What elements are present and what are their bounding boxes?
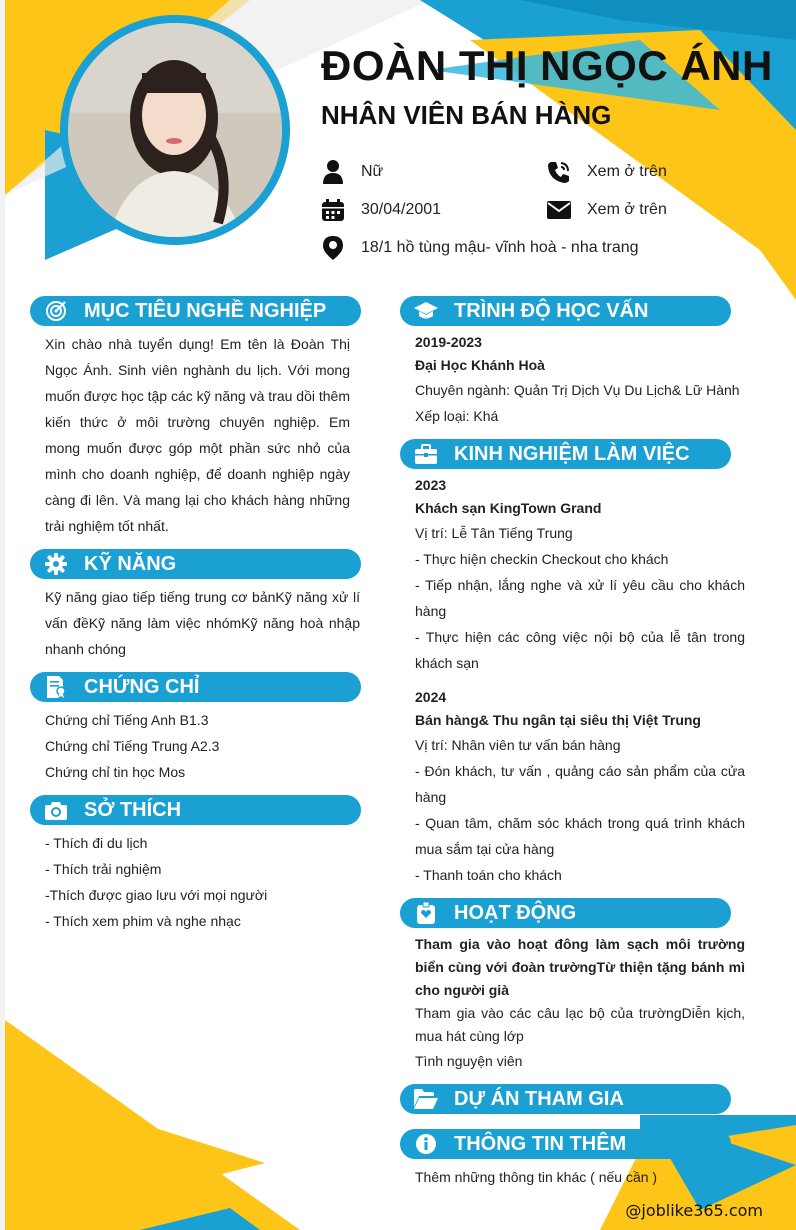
camera-icon <box>44 798 68 822</box>
hobbies-title: SỞ THÍCH <box>84 798 182 821</box>
info-birthday <box>321 198 441 222</box>
certificate-item: Chứng chỉ Tiếng Trung A2.3 <box>45 738 220 754</box>
skills-title: KỸ NĂNG <box>84 552 177 575</box>
job-position: NHÂN VIÊN BÁN HÀNG <box>321 100 612 130</box>
envelope-icon <box>547 198 571 222</box>
section-header-projects <box>400 1084 731 1114</box>
experience-job <box>415 686 745 888</box>
section-header-objective <box>30 296 361 326</box>
location-pin-icon <box>321 236 345 260</box>
certificate-item: Chứng chỉ tin học Mos <box>45 764 186 780</box>
job-company: Khách sạn KingTown Grand <box>415 500 602 516</box>
target-icon <box>44 299 68 323</box>
phone-value[interactable]: Xem ở trên <box>587 163 667 180</box>
education-school: Đại Học Khánh Hoà <box>415 357 545 373</box>
experience-title: KINH NGHIỆM LÀM VIỆC <box>454 442 690 465</box>
hobby-item: - Thích trải nghiệm <box>45 861 162 877</box>
certificate-icon <box>44 675 68 699</box>
education-major: Chuyên ngành: Quản Trị Dịch Vụ Du Lịch& Lữ Hành <box>415 382 740 398</box>
candidate-name: ĐOÀN THỊ NGỌC ÁNH <box>321 42 773 89</box>
info-email <box>547 198 667 222</box>
section-header-skills <box>30 549 361 579</box>
activities-title: HOẠT ĐỘNG <box>454 901 577 924</box>
person-icon <box>321 160 345 184</box>
job-company: Bán hàng& Thu ngân tại siêu thị Việt Trung <box>415 712 701 728</box>
education-years: 2019-2023 <box>415 334 482 350</box>
avatar-ring <box>60 15 290 245</box>
job-duty: - Thanh toán cho khách <box>415 867 562 883</box>
job-role: Vị trí: Lễ Tân Tiếng Trung <box>415 525 573 541</box>
hobbies-list <box>45 830 350 934</box>
more-info-text: Thêm những thông tin khác ( nếu cần ) <box>415 1169 658 1185</box>
certificates-list <box>45 707 350 785</box>
birthday-value: 30/04/2001 <box>361 201 442 218</box>
objective-title: MỤC TIÊU NGHỀ NGHIỆP <box>84 299 327 322</box>
section-header-activities <box>400 898 731 928</box>
job-duty: - Quan tâm, chăm sóc khách trong quá trình khách mua sắm tại cửa hàng <box>415 815 745 857</box>
job-duty: - Tiếp nhận, lắng nghe và xử lí yêu cầu cho khách hàng <box>415 577 745 619</box>
job-year: 2023 <box>415 477 447 493</box>
education-title: TRÌNH ĐỘ HỌC VẤN <box>454 299 649 322</box>
job-duty: - Thực hiện checkin Checkout cho khách <box>415 551 669 567</box>
address-value: 18/1 hồ tùng mậu- vĩnh hoà - nha trang <box>361 239 639 256</box>
watermark: @joblike365.com <box>625 1201 763 1220</box>
certificate-item: Chứng chỉ Tiếng Anh B1.3 <box>45 712 209 728</box>
calendar-icon <box>321 198 345 222</box>
badge-icon <box>414 901 438 925</box>
info-icon <box>414 1132 438 1156</box>
job-duty: - Thực hiện các công việc nội bộ của lễ tân trong khách sạn <box>415 629 745 671</box>
phone-icon <box>547 160 571 184</box>
job-role: Vị trí: Nhân viên tư vấn bán hàng <box>415 737 621 753</box>
job-duty: - Đón khách, tư vấn , quảng cáo sản phẩm của cửa hàng <box>415 763 745 805</box>
activity-headline: Tham gia vào hoạt đông làm sạch môi trường biển cùng với đoàn trườngTừ thiện tặng bánh mì cho người già <box>415 936 745 998</box>
skills-text: Kỹ năng giao tiếp tiếng trung cơ bảnKỹ năng xử lí vấn đềKỹ năng làm việc nhómKỹ năng hoà nhập nhanh chóng <box>45 589 360 657</box>
education-content <box>415 331 745 429</box>
section-header-more-info <box>400 1129 731 1159</box>
experience-job <box>415 474 745 676</box>
activity-detail: Tham gia vào các câu lạc bộ của trườngDiễn kịch, mua hát cùng lớp <box>415 1005 745 1044</box>
avatar <box>68 23 282 237</box>
briefcase-icon <box>414 442 438 466</box>
certificates-title: CHỨNG CHỈ <box>84 675 200 698</box>
info-address <box>321 236 639 260</box>
section-header-education <box>400 296 731 326</box>
more-info-title: THÔNG TIN THÊM <box>454 1132 627 1155</box>
graduation-cap-icon <box>414 299 438 323</box>
hobby-item: - Thích đi du lịch <box>45 835 148 851</box>
projects-title: DỰ ÁN THAM GIA <box>454 1087 624 1110</box>
hobby-item: - Thích xem phim và nghe nhạc <box>45 913 241 929</box>
hobby-item: -Thích được giao lưu với mọi người <box>45 887 268 903</box>
section-header-experience <box>400 439 731 469</box>
job-year: 2024 <box>415 689 447 705</box>
objective-text: Xin chào nhà tuyển dụng! Em tên là Đoàn Thị Ngọc Ánh. Sinh viên nghành du lịch. Với mong muốn được học tập các kỹ năng và trau dồi thêm kiến thức ở môi trường chuyên nghiệp. Em mong muốn được góp một phần sức nhỏ của mình cho doanh nghiệp, để doanh nghiệp ngày càng đi lên. Và mang lại cho khách hàng những trải nghiệm tốt nhất. <box>45 336 350 534</box>
section-header-certificates <box>30 672 361 702</box>
education-rank: Xếp loại: Khá <box>415 408 499 424</box>
activity-volunteer: Tình nguyện viên <box>415 1053 523 1069</box>
info-gender <box>321 160 383 184</box>
info-phone <box>547 160 667 184</box>
email-value[interactable]: Xem ở trên <box>587 201 667 218</box>
gender-value: Nữ <box>361 163 384 180</box>
gear-icon <box>44 552 68 576</box>
folder-open-icon <box>414 1087 438 1111</box>
activities-content <box>415 933 745 1074</box>
section-header-hobbies <box>30 795 361 825</box>
